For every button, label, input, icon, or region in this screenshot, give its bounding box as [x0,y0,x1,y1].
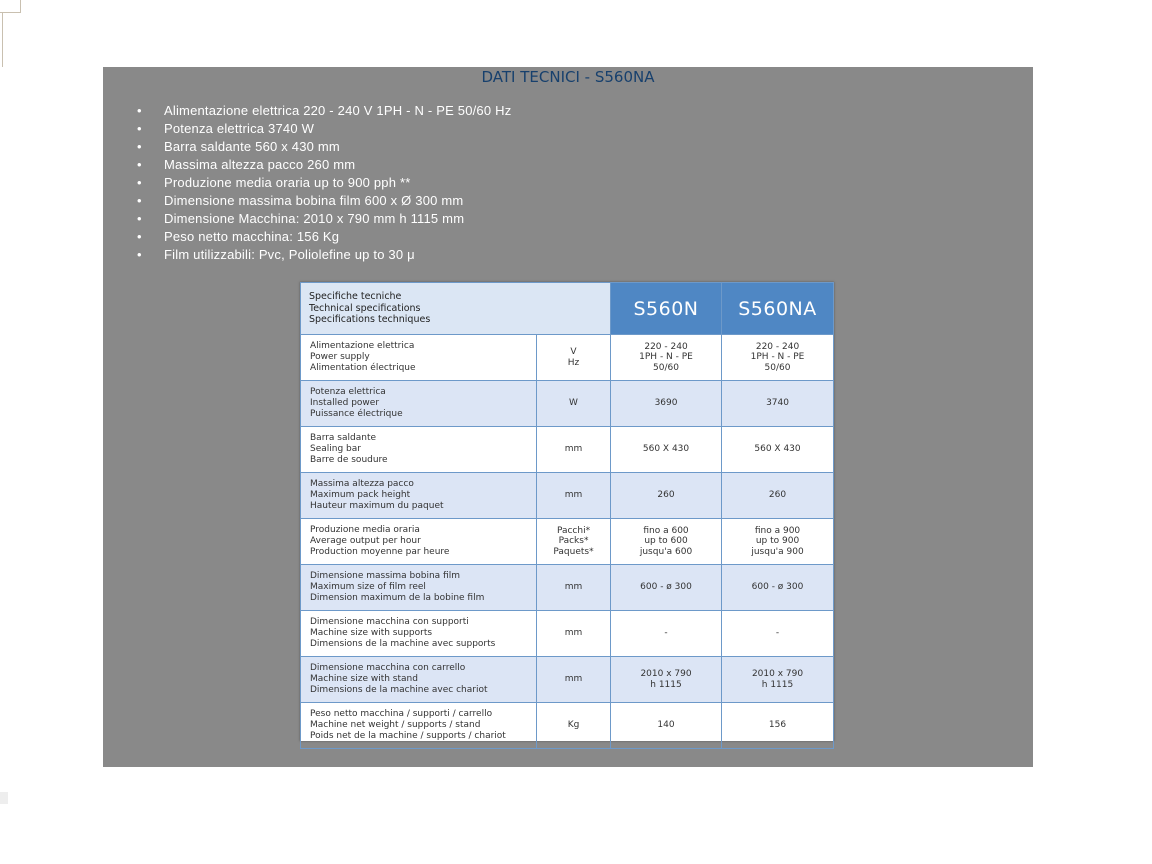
cell-text-line: 156 [768,720,787,731]
cell-text-line: Dimensione macchina con carrello [310,662,466,673]
cell-text-line: 50/60 [764,362,791,373]
row-s560n-value [611,381,722,427]
cell-text-line: 50/60 [653,362,679,373]
cell-text-line: h 1115 [650,679,682,690]
cell-text-line: jusqu'a 600 [639,546,693,557]
cell-text-line: 2010 x 790 [751,669,804,679]
cell-text-line: W [569,398,578,409]
list-item: • Dimensione massima bobina film 600 x Ø 300 mm [137,192,511,210]
model-s560n-header: S560N [611,283,722,335]
row-unit-cell [537,657,611,703]
cell-text-line: 560 X 430 [754,444,801,455]
cell-text-line: Hz [567,357,580,368]
cell-text-line: Poids net de la machine / supports / chariot [310,731,506,742]
cell-text-line: - [775,628,780,639]
cell-text-line: fino a 900 [754,525,801,536]
cell-text-line: mm [564,490,583,501]
table-row [301,519,834,565]
table-row [301,427,834,473]
row-label-cell [301,335,537,381]
table-header-label [301,283,611,335]
page-title: DATI TECNICI - S560NA [481,68,655,86]
table-row [301,611,834,657]
cell-text-line: 1PH - N - PE [639,352,693,363]
corner-decoration-bottom [0,792,8,804]
cell-text-line: Alimentazione elettrica [310,340,415,351]
cell-text-line: up to 900 [755,536,800,547]
row-s560na-value [722,611,834,657]
cell-text-line: mm [564,674,583,685]
cell-text-line: Potenza elettrica [310,386,386,397]
cell-text-line: mm [564,444,583,455]
row-s560n-value [611,611,722,657]
row-s560na-value [722,381,834,427]
cell-text-line: Produzione media oraria [310,524,420,535]
cell-text-line: 140 [657,720,675,731]
cell-text-line: mm [564,582,583,593]
table-body [301,335,834,749]
cell-text-line: Production moyenne par heure [310,547,450,558]
cell-text-line: Machine size with stand [310,673,418,684]
row-s560n-value [611,519,722,565]
row-unit-cell [537,335,611,381]
row-unit-cell [537,427,611,473]
row-label-cell [301,519,537,565]
cell-text-line: 2010 x 790 [640,669,692,679]
table-row [301,473,834,519]
spec-list [137,102,511,264]
cell-text-line: h 1115 [761,679,794,690]
cell-text-line: Installed power [310,397,380,408]
cell-text-line: Paquets* [553,546,594,557]
row-s560na-value [722,473,834,519]
list-item: • Alimentazione elettrica 220 - 240 V 1PH - N - PE 50/60 Hz [137,102,511,120]
row-label-cell [301,427,537,473]
row-label-cell [301,565,537,611]
table-row [301,335,834,381]
cell-text-line: Machine net weight / supports / stand [310,719,481,730]
list-item: • Potenza elettrica 3740 W [137,120,511,138]
row-unit-cell [537,611,611,657]
cell-text-line: up to 600 [644,536,688,547]
cell-text-line: Massima altezza pacco [310,478,414,489]
cell-text-line: Alimentation électrique [310,363,416,374]
cell-text-line: 260 [657,490,675,501]
cell-text-line: Peso netto macchina / supporti / carrello [310,708,493,719]
cell-text-line: 260 [768,490,787,501]
row-s560n-value [611,703,722,749]
cell-text-line: - [664,628,668,639]
row-s560na-value [722,519,834,565]
corner-decoration-edge [0,12,3,67]
row-label-cell [301,657,537,703]
cell-text-line: 220 - 240 [755,341,800,352]
list-item: • Massima altezza pacco 260 mm [137,156,511,174]
cell-text-line: Puissance électrique [310,409,403,420]
row-s560na-value [722,565,834,611]
row-label-cell [301,473,537,519]
row-s560n-value [611,657,722,703]
corner-decoration [0,0,21,13]
row-s560n-value [611,335,722,381]
cell-text-line: Dimension maximum de la bobine film [310,593,485,604]
row-s560na-value [722,427,834,473]
list-item: • Produzione media oraria up to 900 pph ** [137,174,511,192]
cell-text-line: Packs* [558,536,589,547]
row-unit-cell [537,565,611,611]
table-row [301,565,834,611]
row-s560n-value [611,565,722,611]
row-s560na-value [722,335,834,381]
header-label-line: Technical specifications [309,302,421,314]
cell-text-line: Barre de soudure [310,455,388,466]
list-item: • Film utilizzabili: Pvc, Poliolefine up to 30 μ [137,246,511,264]
spec-table [300,282,834,749]
row-s560na-value [722,657,834,703]
cell-text-line: 600 - ø 300 [640,582,692,593]
cell-text-line: Power supply [310,351,370,362]
list-item: • Dimensione Macchina: 2010 x 790 mm h 1115 mm [137,210,511,228]
cell-text-line: 1PH - N - PE [750,352,805,363]
row-unit-cell [537,381,611,427]
cell-text-line: Dimensions de la machine avec supports [310,639,496,650]
cell-text-line: Dimensions de la machine avec chariot [310,685,488,696]
cell-text-line: Average output per hour [310,535,421,546]
cell-text-line: 600 - ø 300 [751,582,804,593]
row-label-cell [301,611,537,657]
row-unit-cell [537,703,611,749]
table-row [301,703,834,749]
cell-text-line: Maximum size of film reel [310,581,426,592]
table-row [301,381,834,427]
header-label-line: Specifiche tecniche [309,291,402,303]
header-label-line: Specifications techniques [309,314,431,326]
row-label-cell [301,381,537,427]
row-s560n-value [611,473,722,519]
list-item: • Barra saldante 560 x 430 mm [137,138,511,156]
cell-text-line: Kg [567,720,580,731]
cell-text-line: Pacchi* [556,525,591,536]
row-unit-cell [537,473,611,519]
tech-data-panel [103,67,1033,767]
cell-text-line: 3690 [654,398,678,409]
row-s560na-value [722,703,834,749]
cell-text-line: Maximum pack height [310,489,411,500]
table-row [301,657,834,703]
model-s560na-header: S560NA [722,283,834,335]
cell-text-line: Machine size with supports [310,627,433,638]
row-unit-cell [537,519,611,565]
cell-text-line: 3740 [766,398,789,409]
cell-text-line: Barra saldante [310,432,377,443]
spec-table-image [300,282,834,741]
cell-text-line: Dimensione macchina con supporti [310,616,469,627]
row-label-cell [301,703,537,749]
cell-text-line: jusqu'a 900 [751,546,804,557]
cell-text-line: 220 - 240 [644,341,688,352]
table-header-row [301,283,834,335]
cell-text-line: mm [564,628,583,639]
cell-text-line: Sealing bar [310,443,361,454]
row-s560n-value [611,427,722,473]
cell-text-line: Hauteur maximum du paquet [310,501,444,512]
cell-text-line: Dimensione massima bobina film [310,570,460,581]
cell-text-line: fino a 600 [643,525,689,536]
cell-text-line: 560 X 430 [642,444,690,455]
list-item: • Peso netto macchina: 156 Kg [137,228,511,246]
cell-text-line: V [570,347,577,357]
